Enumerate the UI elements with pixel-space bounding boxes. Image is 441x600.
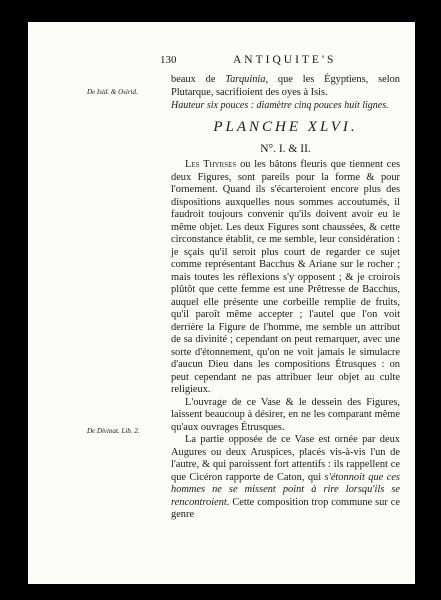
text-run: , que les Égyptiens, selon Plutarque, sacrifioient des oyes à Isis.	[171, 74, 401, 98]
italic-quote: s'étonnoit que ces hommes ne se missent point à rire lorsqu'ils se rencontroient	[171, 471, 400, 508]
paragraph	[171, 159, 400, 397]
running-head	[28, 54, 415, 68]
paragraph	[171, 434, 400, 522]
margin-note: De Isid. & Osirid.	[87, 88, 138, 96]
italic-text: Tarquinia	[225, 74, 266, 85]
margin-note: De Divinat. Lib. 2.	[87, 427, 140, 435]
top-paragraph	[171, 74, 400, 113]
paragraph: L'ouvrage de ce Vase & le dessein des Figures, laissent beaucoup à désirer, en ne les comparant même qu'aux ouvrages Étrusques.	[171, 396, 400, 433]
book-page	[28, 22, 415, 584]
text-run: ou les bâtons fleuris que tiennent ces deux Figures, sont pareils pour la forme & pour l'ornement. Quand ils s'écarteroient encore plus des dispositions auxquelles nous sommes accoutumés, il faudroit toujours convenir qu'ils doivent avoir eu le même objet. Les deux Figures sont chaussées, & cette circonstance établit, ce me semble, leur considération : je sçais qu'il seroit plus court de regarder ce sujet comme représentant Bacchus & Ariane sur le rocher ; mais toutes les réflexions s'y opposent ; & je croirois plûtôt que cette femme est une Prêtresse de Bacchus, auquel elle présente une corbeille remplie de fruits, qu'il paroît même accepter ; l'autel que l'on voit derrière la Figure de l'homme, me semble un attribut de sa divinité ; cependant on peut remarquer, avec une sorte d'étonnement, qu'on ne voit jamais le simulacre d'aucun Dieu dans les compositions Étrusques : on peut cependant ne pas attribuer leur objet au culte religieux.	[171, 159, 401, 395]
text-run: La partie opposée de ce Vase est ornée par deux Augures ou deux Aruspices, placés vis-à-vis l'un de l'autre, & qui paroissent fort attentifs : ils rappellent ce que Cicéron rapporte de Caton, qui	[171, 434, 400, 483]
plate-title: PLANCHE XLVI.	[213, 119, 358, 135]
lead-word: Les Thyrses	[185, 159, 237, 170]
text-run: . Cette composition trop commune sur ce genre	[171, 496, 400, 520]
plate-numbers: N°. I. & II.	[260, 143, 311, 155]
page-number: 130	[160, 54, 177, 66]
dimensions-line: Hauteur six pouces : diamètre cinq pouces huit lignes.	[171, 100, 389, 111]
text-run: beaux de	[171, 74, 226, 85]
running-title: ANTIQUITE'S	[233, 54, 337, 66]
main-text	[171, 159, 400, 522]
